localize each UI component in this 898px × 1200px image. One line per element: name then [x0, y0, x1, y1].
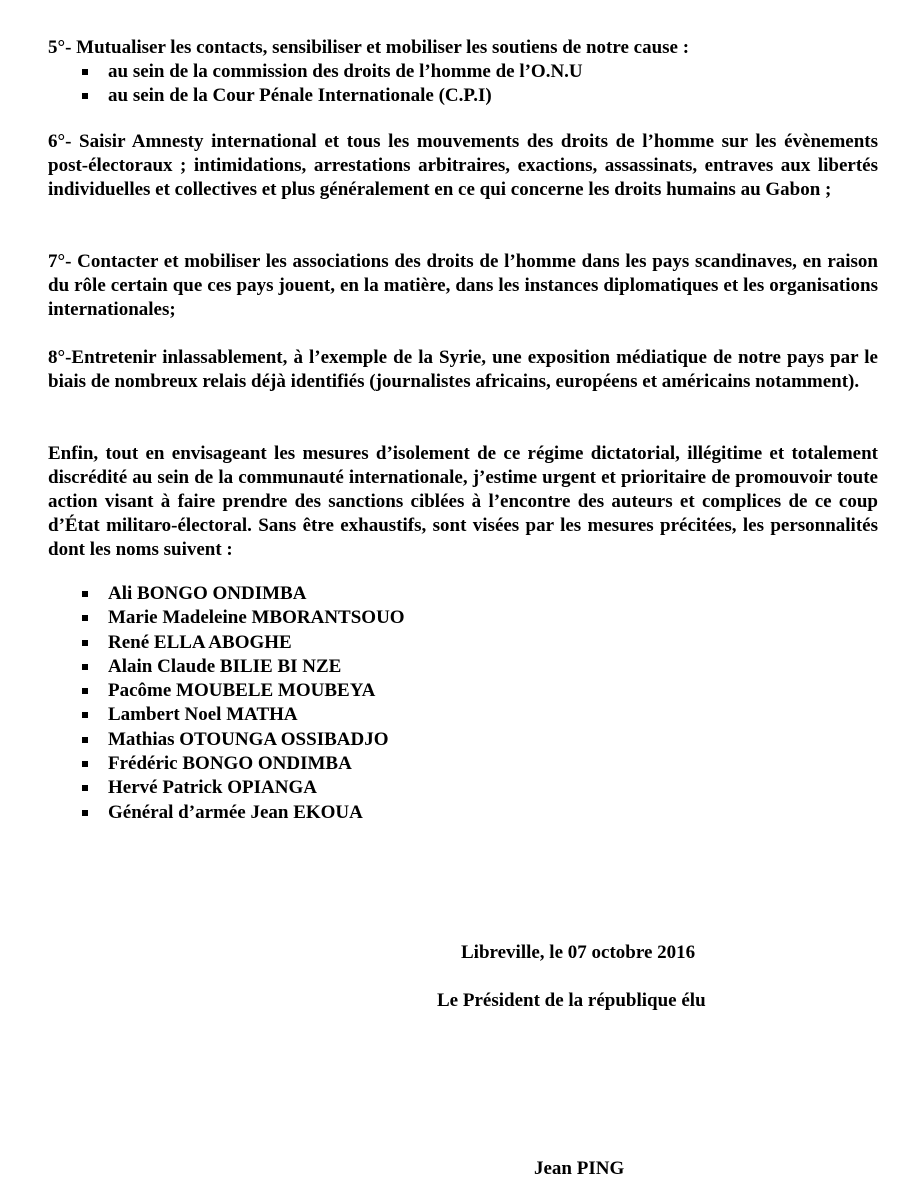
point-8-paragraph: 8°-Entretenir inlassablement, à l’exemple de la Syrie, une exposition médiatique de notre pays par le biais de nombreux relais déjà identifiés (journalistes africains, européens et américains notamment).	[48, 347, 878, 392]
square-bullet-icon	[82, 737, 88, 743]
conclusion-paragraph: Enfin, tout en envisageant les mesures d’isolement de ce régime dictatorial, illégitime et totalement discrédité au sein de la communauté internationale, j’estime urgent et prioritaire de promouvoir toute action visant à faire prendre des sanctions ciblées à l’encontre des auteurs et complices de ce coup d’État militaro-électoral. Sans être exhaustifs, sont visées par les mesures précitées, les personnalités dont les noms suivent :	[48, 443, 878, 560]
square-bullet-icon	[82, 688, 88, 694]
square-bullet-icon	[82, 93, 88, 99]
list-item: Frédéric BONGO ONDIMBA	[48, 752, 405, 776]
list-item: Hervé Patrick OPIANGA	[48, 776, 405, 800]
list-item: Marie Madeleine MBORANTSOUO	[48, 606, 405, 630]
square-bullet-icon	[82, 640, 88, 646]
list-item: Lambert Noel MATHA	[48, 703, 405, 727]
list-item: Ali BONGO ONDIMBA	[48, 582, 405, 606]
square-bullet-icon	[82, 810, 88, 816]
point-5-bullet-list	[48, 60, 583, 108]
list-item: Alain Claude BILIE BI NZE	[48, 655, 405, 679]
square-bullet-icon	[82, 615, 88, 621]
signatory-title: Le Président de la république élu	[437, 990, 706, 1011]
square-bullet-icon	[82, 69, 88, 75]
square-bullet-icon	[82, 761, 88, 767]
square-bullet-icon	[82, 664, 88, 670]
square-bullet-icon	[82, 785, 88, 791]
square-bullet-icon	[82, 712, 88, 718]
list-item: au sein de la Cour Pénale Internationale (C.P.I)	[48, 84, 583, 108]
point-7-paragraph: 7°- Contacter et mobiliser les associations des droits de l’homme dans les pays scandinaves, en raison du rôle certain que ces pays jouent, en la matière, dans les instances diplomatiques et les organisations internationales;	[48, 251, 878, 320]
list-item: Mathias OTOUNGA OSSIBADJO	[48, 728, 405, 752]
point-5-heading: 5°- Mutualiser les contacts, sensibiliser et mobiliser les soutiens de notre cause :	[48, 37, 690, 58]
sanctioned-names-list	[48, 582, 405, 825]
point-6-paragraph: 6°- Saisir Amnesty international et tous les mouvements des droits de l’homme sur les évènements post-électoraux ; intimidations, arrestations arbitraires, exactions, assassinats, entraves aux libertés individuelles et collectives et plus généralement en ce qui concerne les droits humains au Gabon ;	[48, 131, 878, 200]
place-and-date: Libreville, le 07 octobre 2016	[461, 942, 696, 963]
list-item: René ELLA ABOGHE	[48, 631, 405, 655]
square-bullet-icon	[82, 591, 88, 597]
list-item: Général d’armée Jean EKOUA	[48, 801, 405, 825]
list-item: au sein de la commission des droits de l’homme de l’O.N.U	[48, 60, 583, 84]
list-item: Pacôme MOUBELE MOUBEYA	[48, 679, 405, 703]
signatory-name: Jean PING	[534, 1158, 625, 1179]
